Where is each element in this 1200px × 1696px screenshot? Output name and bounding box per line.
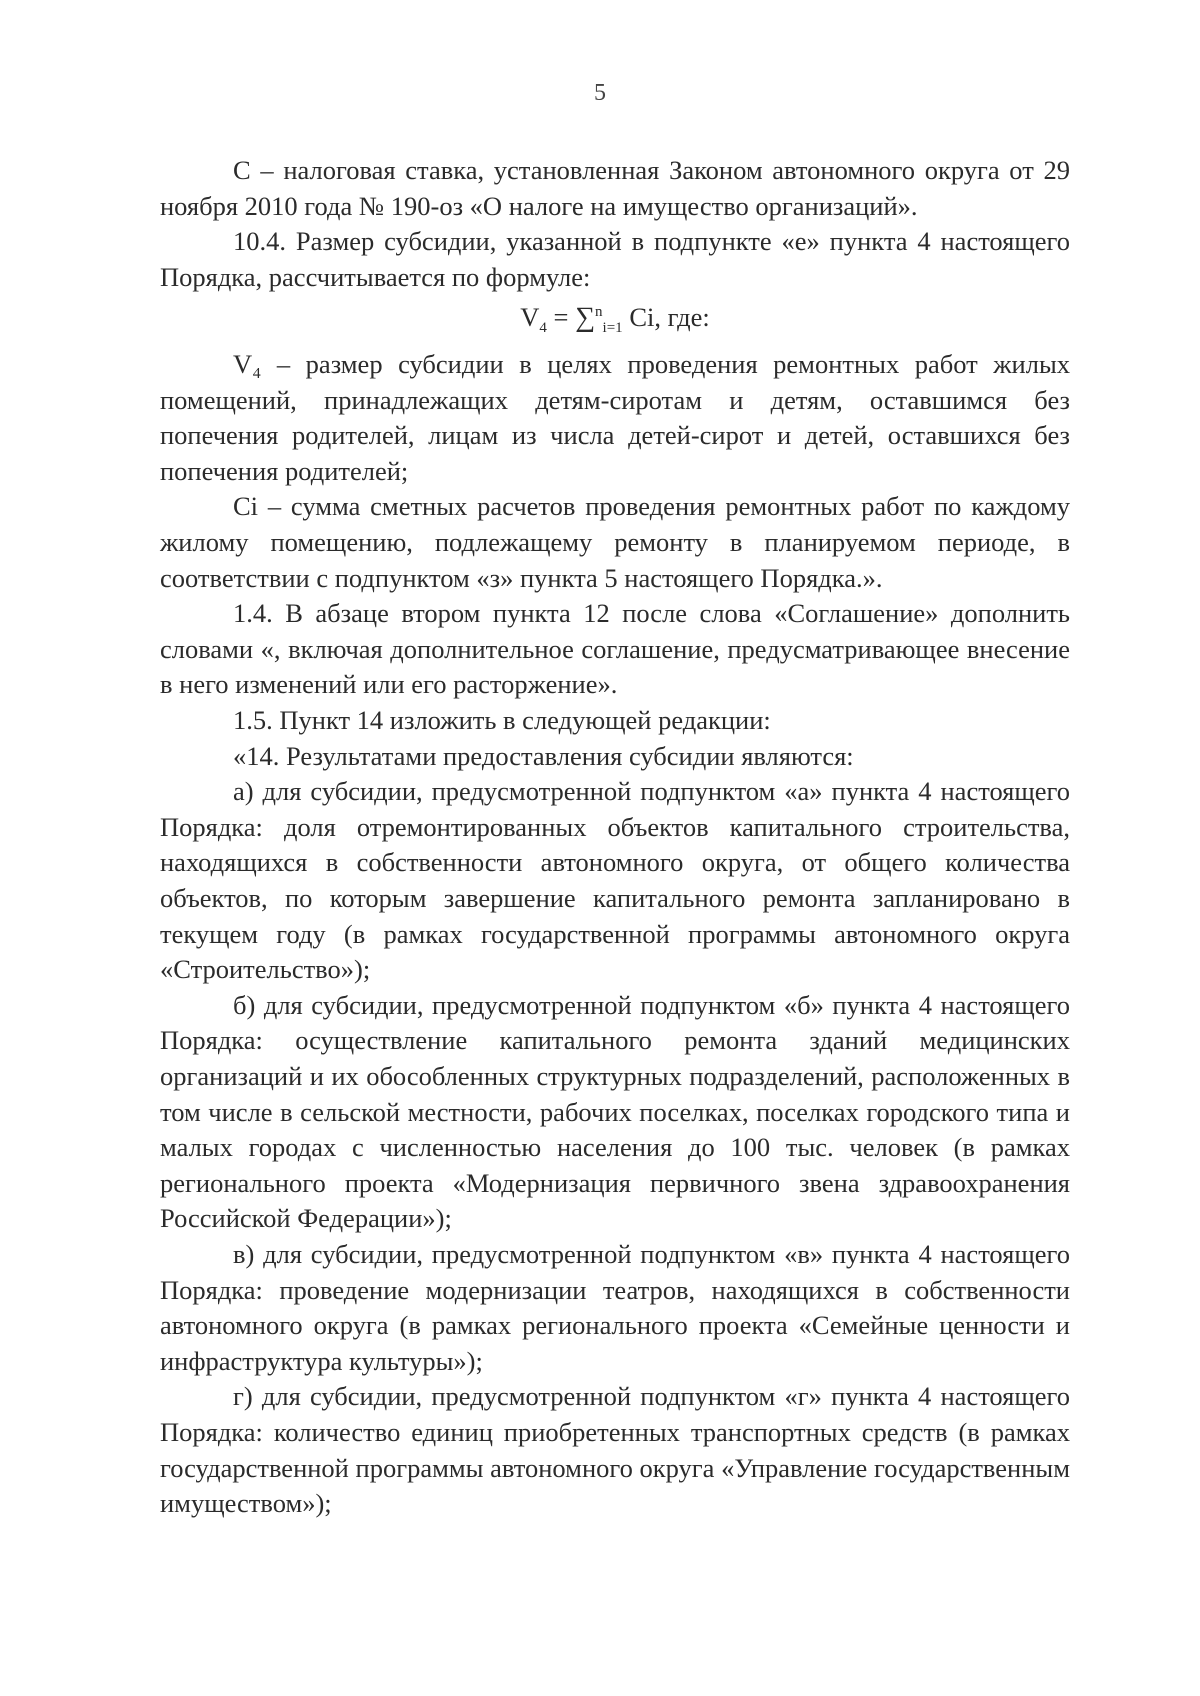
page-number: 5 [594, 80, 606, 106]
paragraph-tax-rate: С – налоговая ставка, установленная Законом автономного округа от 29 ноября 2010 года № 190-оз «О налоге на имущество организаций». [160, 155, 1070, 221]
paragraph-10-4: 10.4. Размер субсидии, указанной в подпункте «е» пункта 4 настоящего Порядка, рассчитывается по формуле: [160, 226, 1070, 292]
paragraph-item-a: а) для субсидии, предусмотренной подпунктом «а» пункта 4 настоящего Порядка: доля отремонтированных объектов капитального строительства, находящихся в собственности автономного округа, от общего количества объектов, по которым завершение капитального ремонта запланировано в текущем году (в рамках государственной программы автономного округа «Строительство»); [160, 776, 1070, 985]
formula-lhs-sub: 4 [539, 320, 547, 337]
formula-sum-lower: i=1 [602, 320, 623, 337]
paragraph-item-g: г) для субсидии, предусмотренной подпунктом «г» пункта 4 настоящего Порядка: количество единиц приобретенных транспортных средств (в рамках государственной программы автономного округа «Управление государственным имуществом»); [160, 1381, 1070, 1519]
formula-sum-upper: n [595, 304, 603, 321]
paragraph-item-v: в) для субсидии, предусмотренной подпунктом «в» пункта 4 настоящего Порядка: проведение модернизации театров, находящихся в собственности автономного округа (в рамках регионального проекта «Семейные ценности и инфраструктура культуры»); [160, 1238, 1070, 1376]
paragraph-v4-definition: V₄ – размер субсидии в целях проведения ремонтных работ жилых помещений, принадлежащих детям-сиротам и детям, оставшимся без попечения родителей, лицам из числа детей-сирот и детей, оставшихся без попечения родителей; [160, 349, 1070, 486]
formula-term: Ci, где: [622, 302, 710, 333]
paragraph-item-b: б) для субсидии, предусмотренной подпунктом «б» пункта 4 настоящего Порядка: осуществление капитального ремонта зданий медицинских организаций и их обособленных структурных подразделений, расположенных в том числе в сельской местности, рабочих поселках, поселках городского типа и малых городах с численностью населения до 100 тыс. человек (в рамках регионального проекта «Модернизация первичного звена здравоохранения Российской Федерации»); [160, 989, 1070, 1234]
formula-v4 [160, 295, 1070, 347]
sum-symbol: ∑ [575, 302, 596, 334]
paragraph-ci-definition: Ci – сумма сметных расчетов проведения ремонтных работ по каждому жилому помещению, подлежащему ремонту в планируемом периоде, в соответствии с подпунктом «з» пункта 5 настоящего Порядка.». [160, 491, 1070, 593]
paragraph-1-5: 1.5. Пункт 14 изложить в следующей редакции: [233, 705, 771, 736]
document-body [160, 153, 1070, 1522]
paragraph-14: «14. Результатами предоставления субсидии являются: [233, 740, 854, 771]
paragraph-1-4: 1.4. В абзаце втором пункта 12 после слова «Соглашение» дополнить словами «, включая дополнительное соглашение, предусматривающее внесение в него изменений или его расторжение». [160, 598, 1070, 700]
formula-equals: = [546, 302, 576, 333]
formula-lhs: V [520, 302, 540, 333]
